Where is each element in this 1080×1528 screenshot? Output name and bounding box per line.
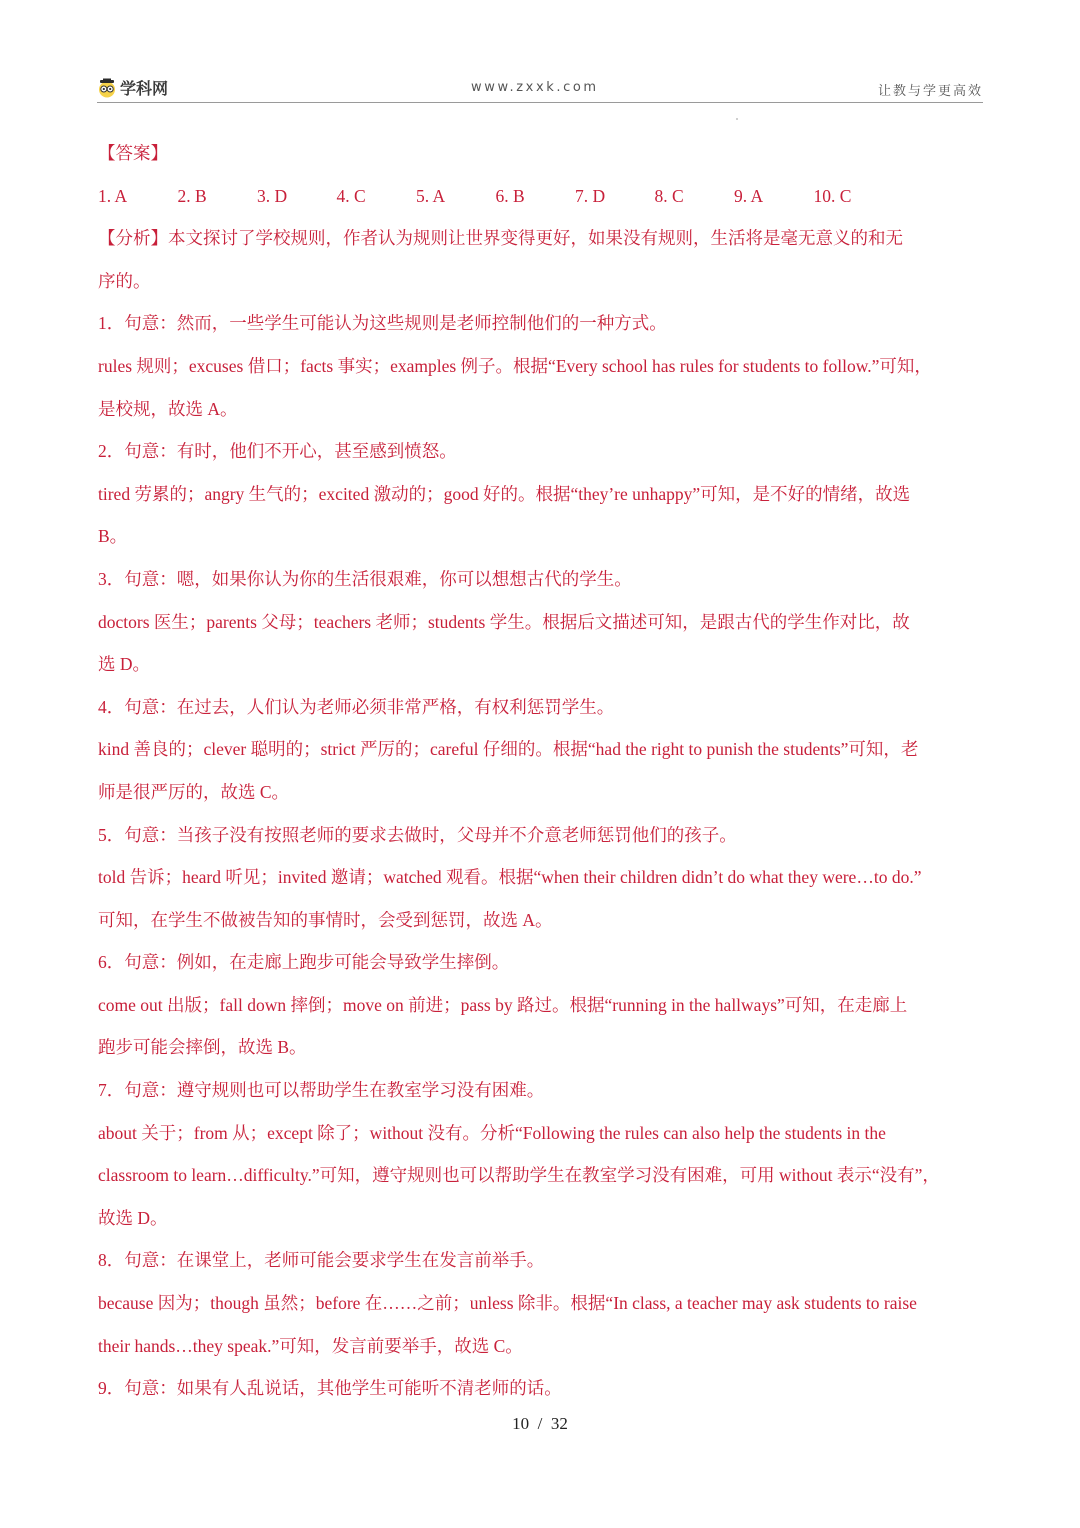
analysis-intro-continued: 序的。 — [98, 270, 151, 291]
question-5-sentence: 5．句意：当孩子没有按照老师的要求去做时，父母并不介意老师惩罚他们的孩子。 — [98, 824, 737, 845]
document-body — [98, 132, 984, 1410]
question-1-sentence: 1．句意：然而，一些学生可能认为这些规则是老师控制他们的一种方式。 — [98, 313, 667, 334]
question-5-explanation: 可知，在学生不做被告知的事情时，会受到惩罚，故选 A。 — [98, 909, 553, 930]
question-8-sentence: 8．句意：在课堂上，老师可能会要求学生在发言前举手。 — [98, 1250, 545, 1271]
question-8-explanation: their hands…they speak.”可知，发言前要举手，故选 C。 — [98, 1335, 523, 1356]
answer-list — [98, 175, 984, 218]
question-5-explanation: told 告诉；heard 听见；invited 邀请；watched 观看。根据“when their children didn’t do what they were…to do.” — [98, 867, 922, 888]
question-2-sentence: 2．句意：有时，他们不开心，甚至感到愤怒。 — [98, 441, 457, 462]
page-header — [97, 74, 983, 103]
question-4-explanation: 师是很严厉的，故选 C。 — [98, 781, 290, 802]
answer-heading: 【答案】 — [98, 143, 168, 163]
site-slogan: 让教与学更高效 — [877, 84, 983, 99]
answer-item: 8. C — [654, 185, 684, 206]
answer-item: 6. B — [495, 185, 525, 206]
answer-item: 7. D — [575, 185, 606, 206]
question-4-explanation: kind 善良的；clever 聪明的；strict 严厉的；careful 仔细的。根据“had the right to punish the students”可知，老 — [98, 739, 919, 760]
question-1-explanation: 是校规，故选 A。 — [98, 398, 238, 419]
owl-mascot-icon — [97, 78, 117, 98]
question-7-explanation: about 关于；from 从；except 除了；without 没有。分析“Following the rules can also help the students in the — [98, 1122, 886, 1143]
scan-artifact — [736, 118, 738, 120]
answer-item: 9. A — [734, 185, 764, 206]
question-6-explanation: 跑步可能会摔倒，故选 B。 — [98, 1037, 307, 1058]
question-7-explanation: 故选 D。 — [98, 1207, 168, 1228]
answer-item: 4. C — [336, 185, 366, 206]
question-6-explanation: come out 出版；fall down 摔倒；move on 前进；pass by 路过。根据“running in the hallways”可知，在走廊上 — [98, 994, 908, 1015]
answer-item: 5. A — [416, 185, 446, 206]
question-6-sentence: 6．句意：例如，在走廊上跑步可能会导致学生摔倒。 — [98, 952, 510, 973]
question-3-sentence: 3．句意：嗯，如果你认为你的生活很艰难，你可以想想古代的学生。 — [98, 568, 632, 589]
question-8-explanation: because 因为；though 虽然；before 在……之前；unless 除非。根据“In class, a teacher may ask students to raise — [98, 1293, 917, 1314]
site-url: www.zxxk.com — [471, 80, 599, 95]
question-4-sentence: 4．句意：在过去，人们认为老师必须非常严格，有权利惩罚学生。 — [98, 696, 615, 717]
question-3-explanation: doctors 医生；parents 父母；teachers 老师；students 学生。根据后文描述可知，是跟古代的学生作对比，故 — [98, 611, 910, 632]
question-2-explanation: B。 — [98, 526, 128, 547]
question-1-explanation: rules 规则；excuses 借口；facts 事实；examples 例子。根据“Every school has rules for students to follow.”可知， — [98, 355, 932, 376]
question-7-sentence: 7．句意：遵守规则也可以帮助学生在教室学习没有困难。 — [98, 1080, 545, 1101]
answer-item: 2. B — [177, 185, 207, 206]
answer-item: 10. C — [813, 185, 852, 206]
answer-item: 1. A — [98, 185, 128, 206]
question-7-explanation: classroom to learn…difficulty.”可知，遵守规则也可以帮助学生在教室学习没有困难，可用 without 表示“没有”， — [98, 1165, 940, 1186]
logo-text: 学科网 — [120, 79, 169, 98]
question-9-sentence: 9．句意：如果有人乱说话，其他学生可能听不清老师的话。 — [98, 1378, 562, 1399]
answer-item: 3. D — [257, 185, 288, 206]
page-number: 10 / 32 — [512, 1414, 568, 1433]
site-logo — [97, 76, 168, 99]
analysis-intro: 【分析】本文探讨了学校规则，作者认为规则让世界变得更好，如果没有规则，生活将是毫无意义的和无 — [98, 228, 903, 249]
question-2-explanation: tired 劳累的；angry 生气的；excited 激动的；good 好的。根据“they’re unhappy”可知，是不好的情绪，故选 — [98, 483, 911, 504]
question-3-explanation: 选 D。 — [98, 654, 151, 675]
